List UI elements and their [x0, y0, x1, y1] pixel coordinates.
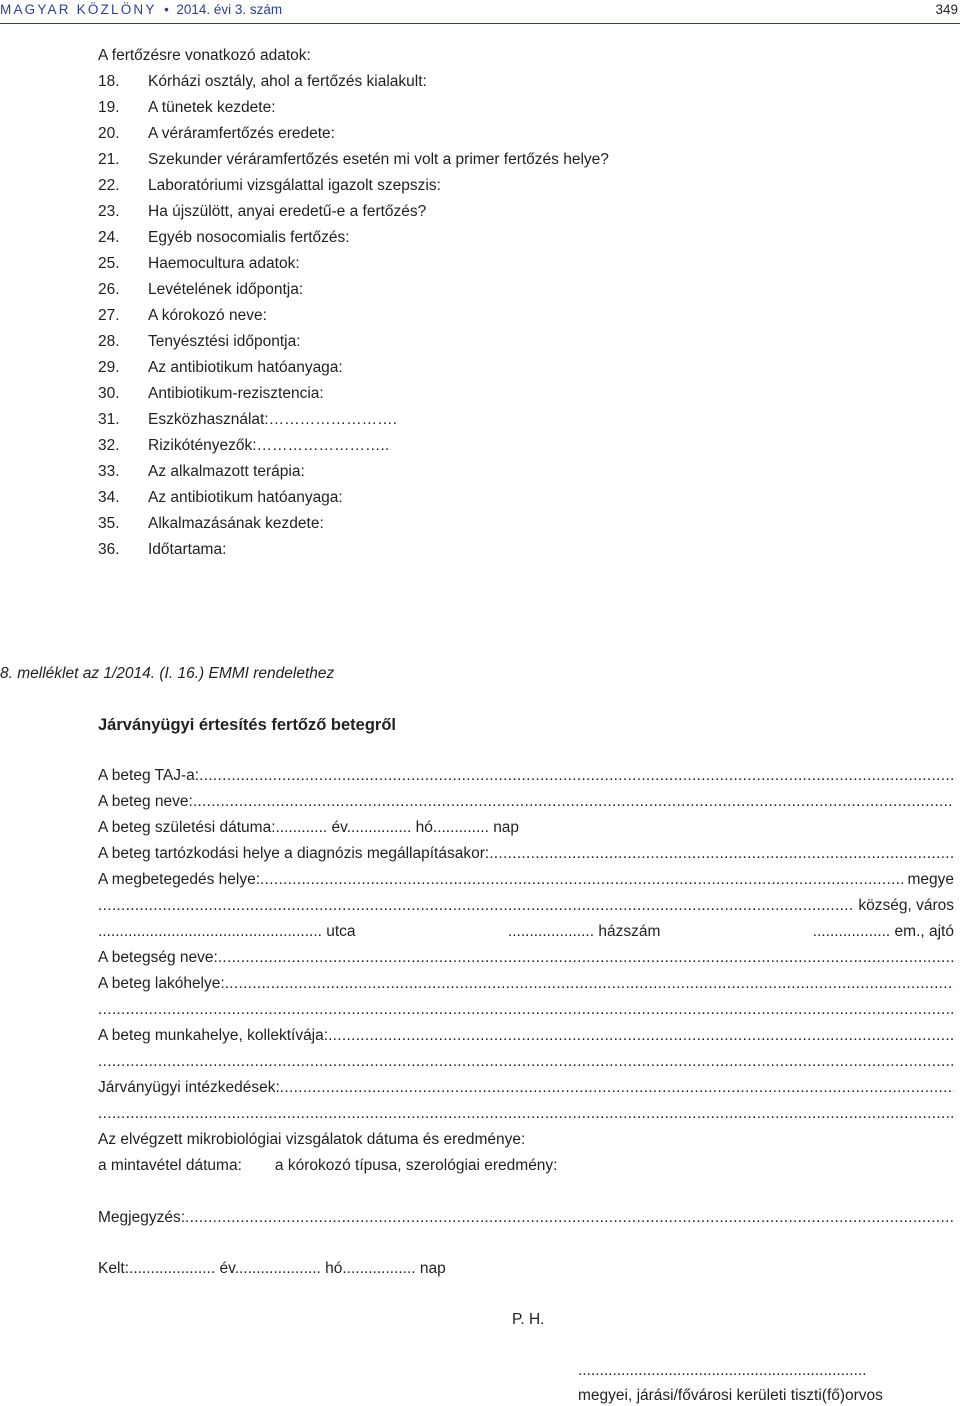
infection-item	[98, 306, 267, 326]
field-label: A beteg neve:	[98, 793, 193, 810]
stamp-placeholder: P. H.	[512, 1311, 545, 1328]
field-measures[interactable]	[98, 1078, 954, 1098]
field-workplace[interactable]	[98, 1026, 954, 1046]
field-measures-continued[interactable]	[98, 1104, 954, 1124]
item-number: 21.	[98, 151, 120, 168]
dotted-blank	[328, 1026, 954, 1046]
field-birth-date[interactable]: A beteg születési dátuma:............ év............... hó............. nap	[98, 819, 520, 836]
item-label: Kórházi osztály, ahol a fertőzés kialakult:	[148, 73, 427, 90]
micro-tests-columns	[98, 1156, 558, 1176]
item-number: 26.	[98, 281, 120, 298]
infection-item	[98, 124, 335, 144]
field-label: A beteg lakóhelye:	[98, 975, 225, 992]
infection-heading: A fertőzésre vonatkozó adatok:	[98, 47, 311, 64]
item-number: 23.	[98, 203, 120, 220]
floor-door-label: em., ajtó	[894, 923, 954, 940]
infection-item	[98, 540, 226, 560]
item-number: 19.	[98, 99, 120, 116]
field-label: A megbetegedés helye:	[98, 871, 261, 888]
form-title: Járványügyi értesítés fertőző betegről	[98, 716, 397, 734]
dotted-blank	[193, 792, 954, 812]
page-header	[0, 0, 960, 26]
signature-label: megyei, járási/fővárosi kerületi tiszti(fő)orvos	[578, 1387, 883, 1404]
item-number: 25.	[98, 255, 120, 272]
infection-item	[98, 72, 427, 92]
dotted-blank	[489, 844, 954, 864]
item-number: 24.	[98, 229, 120, 246]
dated-label: Kelt:	[98, 1260, 130, 1277]
infection-item	[98, 514, 324, 534]
field-label: A beteg munkahelye, kollektívája:	[98, 1027, 329, 1044]
infection-item	[98, 176, 441, 196]
sampling-date-label: a mintavétel dátuma:	[98, 1157, 242, 1174]
infection-item	[98, 358, 343, 378]
item-number: 33.	[98, 463, 120, 480]
field-patient-name[interactable]	[98, 792, 954, 812]
infection-item	[98, 254, 300, 274]
address-blank-1: .................................................... utca	[98, 923, 356, 940]
year-label: év	[219, 1260, 235, 1277]
item-number: 27.	[98, 307, 120, 324]
infection-item	[98, 202, 426, 222]
field-settlement[interactable]	[98, 896, 954, 916]
dotted-blank	[185, 1208, 954, 1228]
field-label: A beteg születési dátuma:	[98, 819, 276, 836]
item-number: 36.	[98, 541, 120, 558]
item-number: 18.	[98, 73, 120, 90]
infection-item	[98, 462, 305, 482]
item-label: Az antibiotikum hatóanyaga:	[148, 489, 343, 506]
publication-title	[0, 2, 282, 17]
field-taj[interactable]	[98, 766, 954, 786]
item-label: A tünetek kezdete:	[148, 99, 276, 116]
day-label: nap	[493, 819, 520, 836]
infection-item	[98, 410, 397, 430]
item-label: A véráramfertőzés eredete:	[148, 125, 335, 142]
item-label: Időtartama:	[148, 541, 227, 558]
county-label: megye	[907, 871, 954, 888]
field-address[interactable]	[98, 922, 954, 942]
field-home-continued[interactable]	[98, 1000, 954, 1020]
year-label: év	[331, 819, 347, 836]
infection-item	[98, 150, 609, 170]
header-rule	[0, 23, 960, 24]
dotted-blank	[260, 870, 903, 890]
address-blank-3: .................. em., ajtó	[812, 923, 954, 940]
infection-item	[98, 436, 389, 456]
field-label: Megjegyzés:	[98, 1209, 186, 1226]
page-number: 349	[935, 2, 958, 17]
pathogen-type-label: a kórokozó típusa, szerológiai eredmény:	[274, 1157, 558, 1174]
issue-label: 2014. évi 3. szám	[176, 2, 283, 17]
field-label: A beteg tartózkodási helye a diagnózis megállapításakor:	[98, 845, 490, 862]
field-remarks[interactable]	[98, 1208, 954, 1228]
dotted-blank	[218, 948, 954, 968]
field-workplace-continued[interactable]	[98, 1052, 954, 1072]
item-label: Antibiotikum-rezisztencia:	[148, 385, 324, 402]
settlement-label: község, város	[858, 897, 954, 914]
item-number: 31.	[98, 411, 120, 428]
item-number: 34.	[98, 489, 120, 506]
item-number: 30.	[98, 385, 120, 402]
field-home[interactable]	[98, 974, 954, 994]
field-label: A betegség neve:	[98, 949, 218, 966]
dotted-blank	[98, 1052, 954, 1072]
infection-item	[98, 332, 301, 352]
infection-item	[98, 384, 324, 404]
annex-reference: 8. melléklet az 1/2014. (I. 16.) EMMI rendelethez	[0, 665, 335, 682]
item-number: 20.	[98, 125, 120, 142]
field-label: Járványügyi intézkedések:	[98, 1079, 280, 1096]
field-dated[interactable]: Kelt:.................... év.................... hó................. nap	[98, 1260, 446, 1277]
infection-item	[98, 228, 350, 248]
infection-item	[98, 488, 343, 508]
item-label: Ha újszülött, anyai eredetű-e a fertőzés?	[148, 203, 427, 220]
item-label: Egyéb nosocomialis fertőzés:	[148, 229, 350, 246]
dotted-blank	[280, 1078, 954, 1098]
item-label: Alkalmazásának kezdete:	[148, 515, 324, 532]
header-bullet: •	[164, 2, 169, 17]
item-label: Tenyésztési időpontja:	[148, 333, 301, 350]
publication-name: MAGYAR KÖZLÖNY	[0, 2, 157, 17]
dotted-blank	[98, 1000, 954, 1020]
dotted-blank	[98, 896, 854, 916]
item-label: Az alkalmazott terápia:	[148, 463, 305, 480]
infection-item	[98, 280, 303, 300]
item-number: 22.	[98, 177, 120, 194]
field-residence[interactable]	[98, 844, 954, 864]
item-label: Haemocultura adatok:	[148, 255, 300, 272]
field-illness-place[interactable]	[98, 870, 954, 890]
item-number: 28.	[98, 333, 120, 350]
item-label: Eszközhasználat:…………………….	[148, 411, 397, 428]
dotted-blank	[98, 1104, 954, 1124]
item-number: 35.	[98, 515, 120, 532]
dotted-blank	[225, 974, 954, 994]
signature-line[interactable]: ...................................................................	[578, 1362, 867, 1379]
street-label: utca	[326, 923, 356, 940]
month-label: hó	[415, 819, 433, 836]
infection-item	[98, 98, 276, 118]
item-label: Az antibiotikum hatóanyaga:	[148, 359, 343, 376]
micro-tests-heading: Az elvégzett mikrobiológiai vizsgálatok dátuma és eredménye:	[98, 1131, 526, 1148]
field-disease-name[interactable]	[98, 948, 954, 968]
address-blank-2: .................... házszám	[507, 923, 661, 940]
month-label: hó	[325, 1260, 343, 1277]
day-label: nap	[419, 1260, 446, 1277]
item-number: 29.	[98, 359, 120, 376]
item-label: Levételének időpontja:	[148, 281, 304, 298]
dotted-blank	[199, 766, 954, 786]
item-label: Laboratóriumi vizsgálattal igazolt szepszis:	[148, 177, 441, 194]
item-number: 32.	[98, 437, 120, 454]
field-label: A beteg TAJ-a:	[98, 767, 200, 784]
item-label: Rizikótényezők:……………………..	[148, 437, 390, 454]
item-label: Szekunder véráramfertőzés esetén mi volt a primer fertőzés helye?	[148, 151, 609, 168]
item-label: A kórokozó neve:	[148, 307, 267, 324]
house-number-label: házszám	[598, 923, 661, 940]
